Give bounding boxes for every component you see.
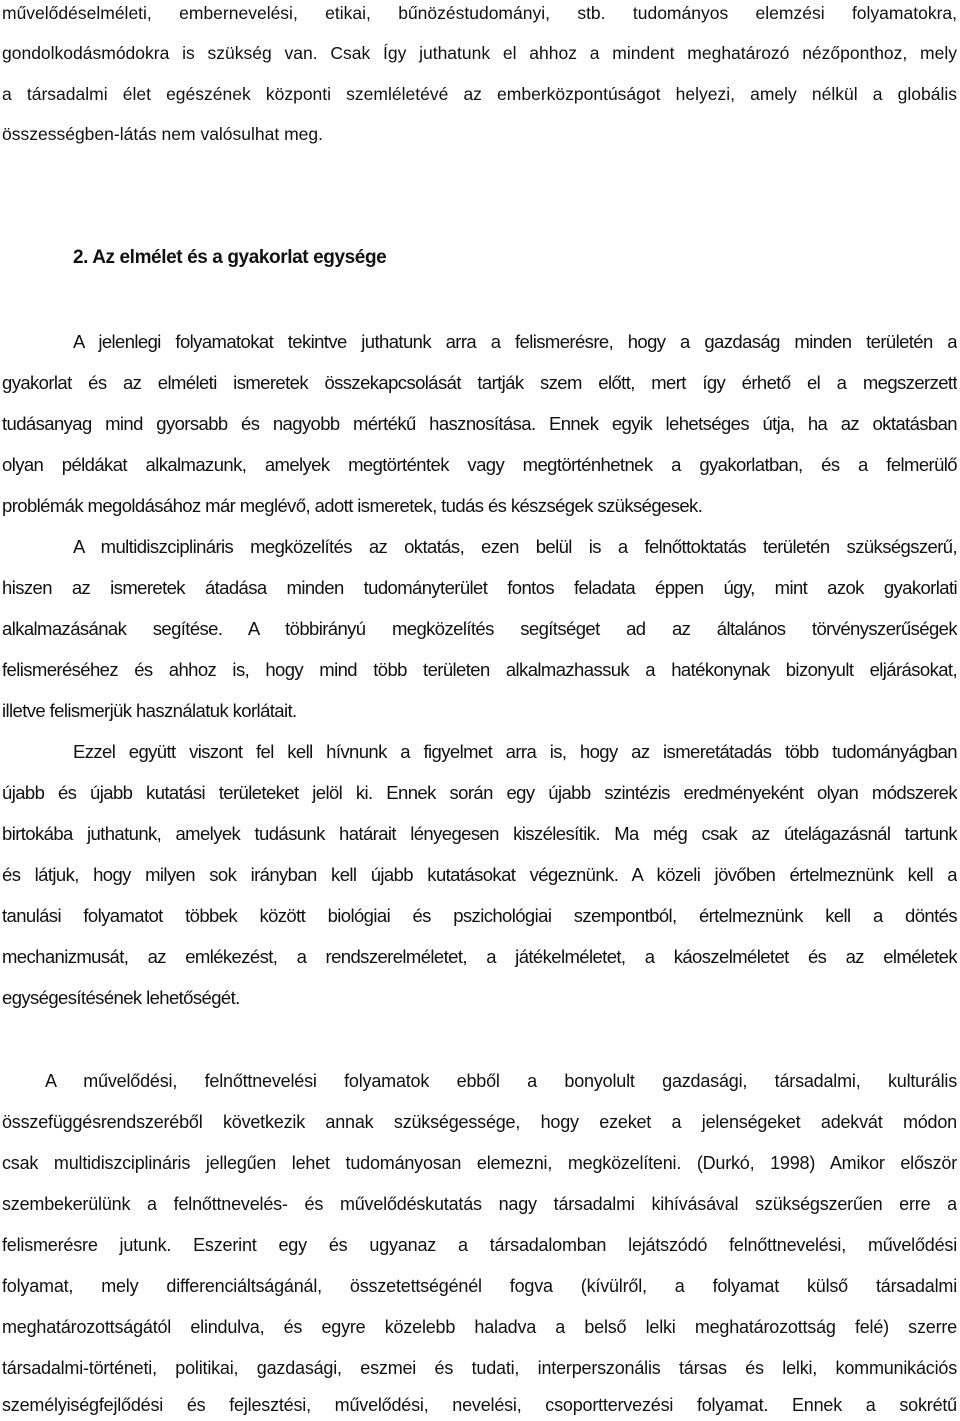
section-line-16: mechanizmusát, az emlékezést, a rendszerelméletet, a játékelméletet, a káoszelméletet és az elméletek <box>2 946 957 967</box>
intro-line-1: művelődéselméleti, embernevelési, etikai, bűnözéstudományi, stb. tudományos elemzési folyamatokra, <box>2 3 957 23</box>
section-line-5: problémák megoldásához már meglévő, adott ismeretek, tudás és készségek szükségesek. <box>2 495 703 516</box>
section-line-17: egységesítésének lehetőségét. <box>2 987 240 1008</box>
section-line-7: hiszen az ismeretek átadása minden tudományterület fontos feladata éppen úgy, mint azok gyakorlati <box>2 577 957 598</box>
final-line-5: felismerésre jutunk. Eszerint egy és ugyanaz a társadalomban lejátszódó felnőttnevelési, művelődési <box>2 1235 957 1255</box>
section-line-4: olyan példákat alkalmazunk, amelyek megtörténtek vagy megtörténhetnek a gyakorlatban, és a felmerülő <box>2 454 957 475</box>
intro-line-3: a társadalmi élet egészének központi szemléletévé az emberközpontúságot helyezi, amely nélkül a globális <box>2 84 957 104</box>
final-line-8: társadalmi-történeti, politikai, gazdasági, eszmei és tudati, interperszonális társas és lelki, kommunikációs <box>2 1358 957 1378</box>
section-line-2: gyakorlat és az elméleti ismeretek összekapcsolását tartják szem előtt, mert így érhető el a megszerzett <box>2 372 957 393</box>
final-line-7: meghatározottságától elindulva, és egyre közelebb haladva a belső lelki meghatározottság felé) szerre <box>2 1317 957 1337</box>
section-line-12: újabb és újabb kutatási területeket jelöl ki. Ennek során egy újabb szintézis eredményeként olyan módszerek <box>2 782 957 803</box>
intro-line-2: gondolkodásmódokra is szükség van. Csak Így juthatunk el ahhoz a mindent meghatározó nézőponthoz, mely <box>2 43 957 63</box>
final-line-4: szembekerülünk a felnőttnevelés- és művelődéskutatás nagy társadalmi kihívásával szükségszerűen erre a <box>2 1194 957 1214</box>
section-line-9: felismeréséhez és ahhoz is, hogy mind több területen alkalmazhassuk a hatékonynak bizonyult eljárásokat, <box>2 659 957 680</box>
section-line-15: tanulási folyamatot többek között biológiai és pszichológiai szempontból, értelmeznünk kell a döntés <box>2 905 957 926</box>
final-line-3: csak multidiszciplináris jellegűen lehet tudományosan elemezni, megközelíteni. (Durkó, 1998) Amikor először <box>2 1153 957 1173</box>
section-line-13: birtokába juthatunk, amelyek tudásunk határait lényegesen kiszélesítik. Ma még csak az útelágazásnál tartunk <box>2 823 957 844</box>
final-line-6: folyamat, mely differenciáltságánál, összetettségénél fogva (kívülről, a folyamat külső társadalmi <box>2 1276 957 1296</box>
section-line-8: alkalmazásának segítése. A többirányú megközelítés segítséget ad az általános törvényszerűségek <box>2 618 957 639</box>
intro-line-4: összességben-látás nem valósulhat meg. <box>2 124 324 144</box>
section-line-14: és látjuk, hogy milyen sok irányban kell újabb kutatásokat végeznünk. A közeli jövőben értelmeznünk kell a <box>2 864 957 885</box>
section-line-6: A multidiszciplináris megközelítés az oktatás, ezen belül is a felnőttoktatás területén szükségszerű, <box>73 536 957 557</box>
section-line-11: Ezzel együtt viszont fel kell hívnunk a figyelmet arra is, hogy az ismeretátadás több tudományágban <box>73 741 957 762</box>
final-line-2: összefüggésrendszeréből következik annak szükségessége, hogy ezeket a jelenségeket adekvát módon <box>2 1112 957 1132</box>
final-line-1: A művelődési, felnőttnevelési folyamatok ebből a bonyolult gazdasági, társadalmi, kulturális <box>45 1071 957 1091</box>
final-line-9: személyiségfejlődési és fejlesztési, művelődési, nevelési, csoporttervezési folyamat. Ennek a sokrétű <box>2 1395 957 1415</box>
section-line-1: A jelenlegi folyamatokat tekintve juthatunk arra a felismerésre, hogy a gazdaság minden területén a <box>73 331 957 352</box>
section-heading: 2. Az elmélet és a gyakorlat egysége <box>73 247 387 268</box>
section-line-10: illetve felismerjük használatuk korlátait. <box>2 700 297 721</box>
section-line-3: tudásanyag mind gyorsabb és nagyobb mértékű hasznosítása. Ennek egyik lehetséges útja, ha az oktatásban <box>2 413 957 434</box>
